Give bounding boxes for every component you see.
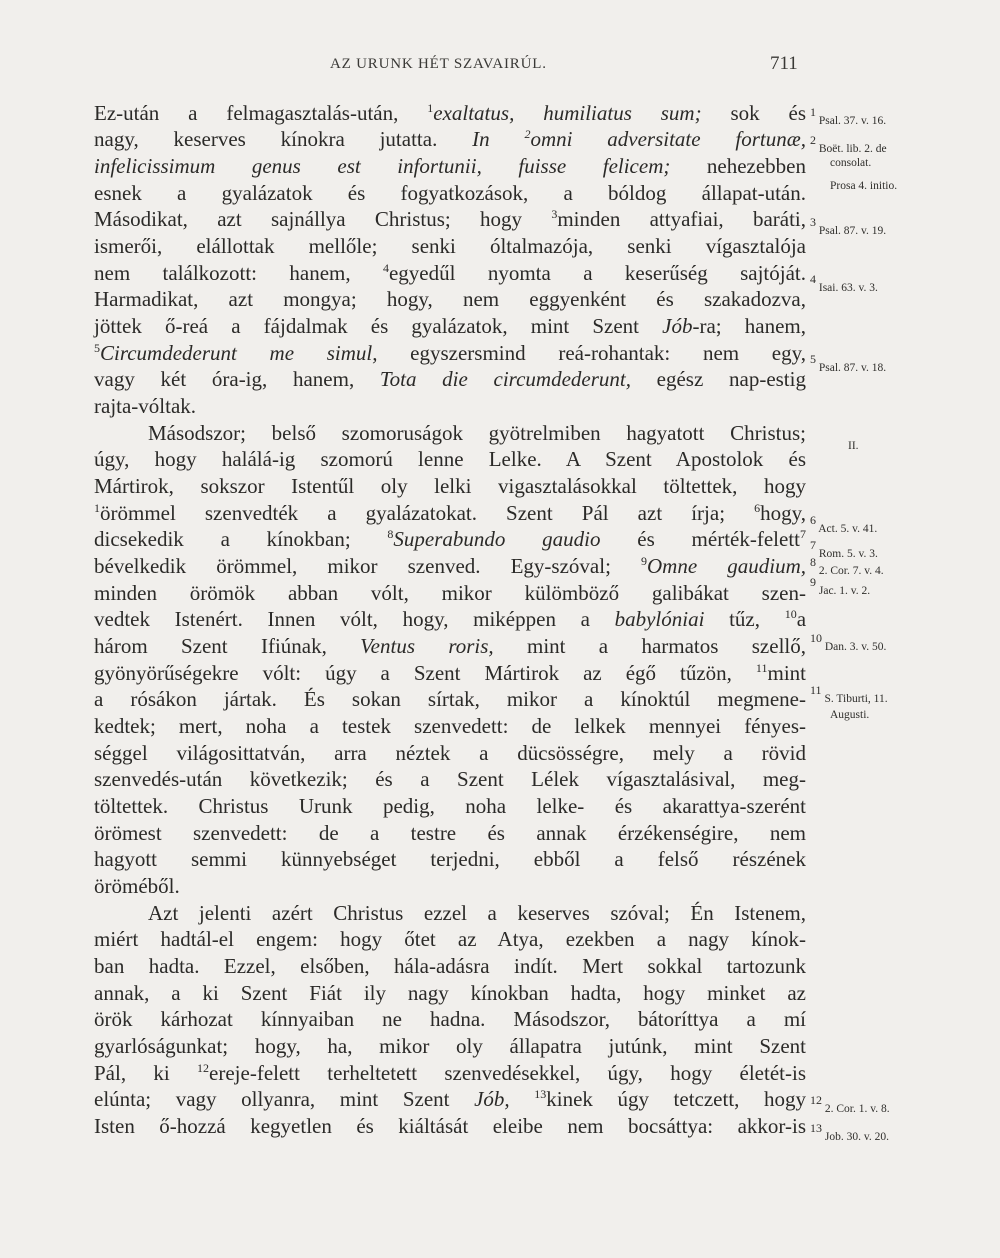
body-line: annak, a ki Szent Fiát ily nagy kínokban hadta, hogy minket az [94,981,806,1005]
body-line: rajta-vóltak. [94,394,197,418]
body-line: bévelkedik örömmel, mikor szenved. Egy-szóval; $^9$Omne gaudium, [94,554,806,578]
body-line: $^5$Circumdederunt me simul, egyszersmind reá-rohantak: nem egy, [94,341,806,365]
body-line: esnek a gyalázatok és fogyatkozások, a bóldog állapat-után. [94,181,806,205]
margin-note: $^3$ Psal. 87. v. 19. [810,215,887,237]
margin-note: II. [848,440,859,452]
body-line: gyarlóságunkat; hogy, ha, mikor oly állapatra jutúnk, mint Szent [94,1034,806,1058]
body-line: vedtek Istenért. Innen vólt, hogy, miképpen a babylóniai tűz, $^{10}$a [94,607,807,631]
body-line: elúnta; vagy ollyanra, mint Szent Jób, $^{13}$kinek úgy tetczett, hogy [94,1087,806,1111]
margin-note: $^6$ Act. 5. v. 41. [810,513,878,535]
body-line: kedtek; mert, noha a testek szenvedett: de lelkek mennyei fényes- [94,714,806,738]
body-line: örömest szenvedett: de a testre és annak érzékenségire, nem [94,821,806,845]
body-line: örök kárhozat kínnyaiban ne hadna. Másodszor, bátoríttya a mí [94,1007,806,1031]
margin-note: consolat. [830,157,872,169]
body-line: infelicissimum genus est infortunii, fuisse felicem; nehezebben [94,154,806,178]
page-number: 711 [770,53,798,74]
body-line: nem találkozott: hanem, $^4$egyedűl nyomta a keserűség sajtóját. [94,261,806,285]
margin-note: Prosa 4. initio. [830,180,898,192]
margin-note: $^{11}$ S. Tiburti, 11. [810,683,888,705]
body-line: töltettek. Christus Urunk pedig, noha lelke- és akarattya-szerént [94,794,806,818]
body-line: minden örömök abban vólt, mikor külömböző galibákat szen- [94,581,806,605]
body-line: séggel világosittatván, arra néztek a dücsösségre, mely a rövid [94,741,806,765]
body-line: Azt jelenti azért Christus ezzel a keserves szóval; Én Istenem, [148,901,806,925]
body-line: nagy, keserves kínokra jutatta. In $^2$omni adversitate fortunæ, [94,127,806,151]
body-line: hagyott semmi künnyebséget terjedni, ebből a felső részének [94,847,806,871]
body-line: Pál, ki $^{12}$ereje-felett terheltetett szenvedésekkel, úgy, hogy életét-is [94,1061,806,1085]
body-line: szenvedés-után következik; és a Szent Lélek vígasztalásival, meg- [94,767,806,791]
body-line: három Szent Ifiúnak, Ventus roris, mint a harmatos szellő, [94,634,806,658]
body-line: dicsekedik a kínokban; $^8$Superabundo gaudio és mérték-felett$^7$ [94,527,806,551]
body-line: Másodszor; belső szomoruságok gyötrelmiben hagyatott Christus; [148,421,806,445]
margin-note: $^9$ Jac. 1. v. 2. [810,575,871,597]
body-line: ismerői, elállottak mellőle; senki óltalmazója, senki vígasztalója [94,234,806,258]
body-line: ban hadta. Ezzel, elsőben, hála-adásra indít. Mert sokkal tartozunk [94,954,806,978]
margin-note: $^5$ Psal. 87. v. 18. [810,352,887,374]
body-line: Isten ő-hozzá kegyetlen és kiáltását eleibe nem bocsáttya: akkor-is [94,1114,806,1138]
margin-note: $^8$ 2. Cor. 7. v. 4. [810,555,884,577]
body-line: Másodikat, azt sajnállya Christus; hogy $^3$minden attyafiai, baráti, [94,207,806,231]
margin-note: $^7$ Rom. 5. v. 3. [810,538,878,560]
body-line: jöttek ő-reá a fájdalmak és gyalázatok, mint Szent Jób-ra; hanem, [94,314,806,338]
margin-note: $^{13}$ Job. 30. v. 20. [810,1121,889,1143]
margin-note: Augusti. [830,709,870,721]
margin-note: $^1$ Psal. 37. v. 16. [810,105,887,127]
body-line: Mártirok, sokszor Istentűl oly lelki vigasztalásokkal töltettek, hogy [94,474,806,498]
body-line: a rósákon jártak. És sokan sírtak, mikor a kínoktúl megmene- [94,687,806,711]
body-line: gyönyörűségekre vólt: úgy a Szent Mártirok az égő tűzön, $^{11}$mint [94,661,806,685]
running-title: AZ URUNK HÉT SZAVAIRÚL. [330,56,547,72]
body-line: Harmadikat, azt mongya; hogy, nem eggyenként és szakadozva, [94,287,806,311]
margin-note: $^2$ Boët. lib. 2. de [810,133,887,155]
body-line: miért hadtál-el engem: hogy őtet az Atya, ezekben a nagy kínok- [94,927,806,951]
margin-note: $^{12}$ 2. Cor. 1. v. 8. [810,1093,890,1115]
body-line: úgy, hogy halálá-ig szomorú lenne Lelke. A Szent Apostolok és [94,447,806,471]
body-line: $^1$örömmel szenvedték a gyalázatokat. Szent Pál azt írja; $^6$hogy, [94,501,806,525]
body-line: Ez-után a felmagasztalás-után, $^1$exaltatus, humiliatus sum; sok és [94,101,806,125]
margin-note: $^4$ Isai. 63. v. 3. [810,272,878,294]
page-header [0,53,1000,80]
body-line: vagy két óra-ig, hanem, Tota die circumdederunt, egész nap-estig [94,367,806,391]
body-line: öröméből. [94,874,180,898]
margin-note: $^{10}$ Dan. 3. v. 50. [810,631,887,653]
